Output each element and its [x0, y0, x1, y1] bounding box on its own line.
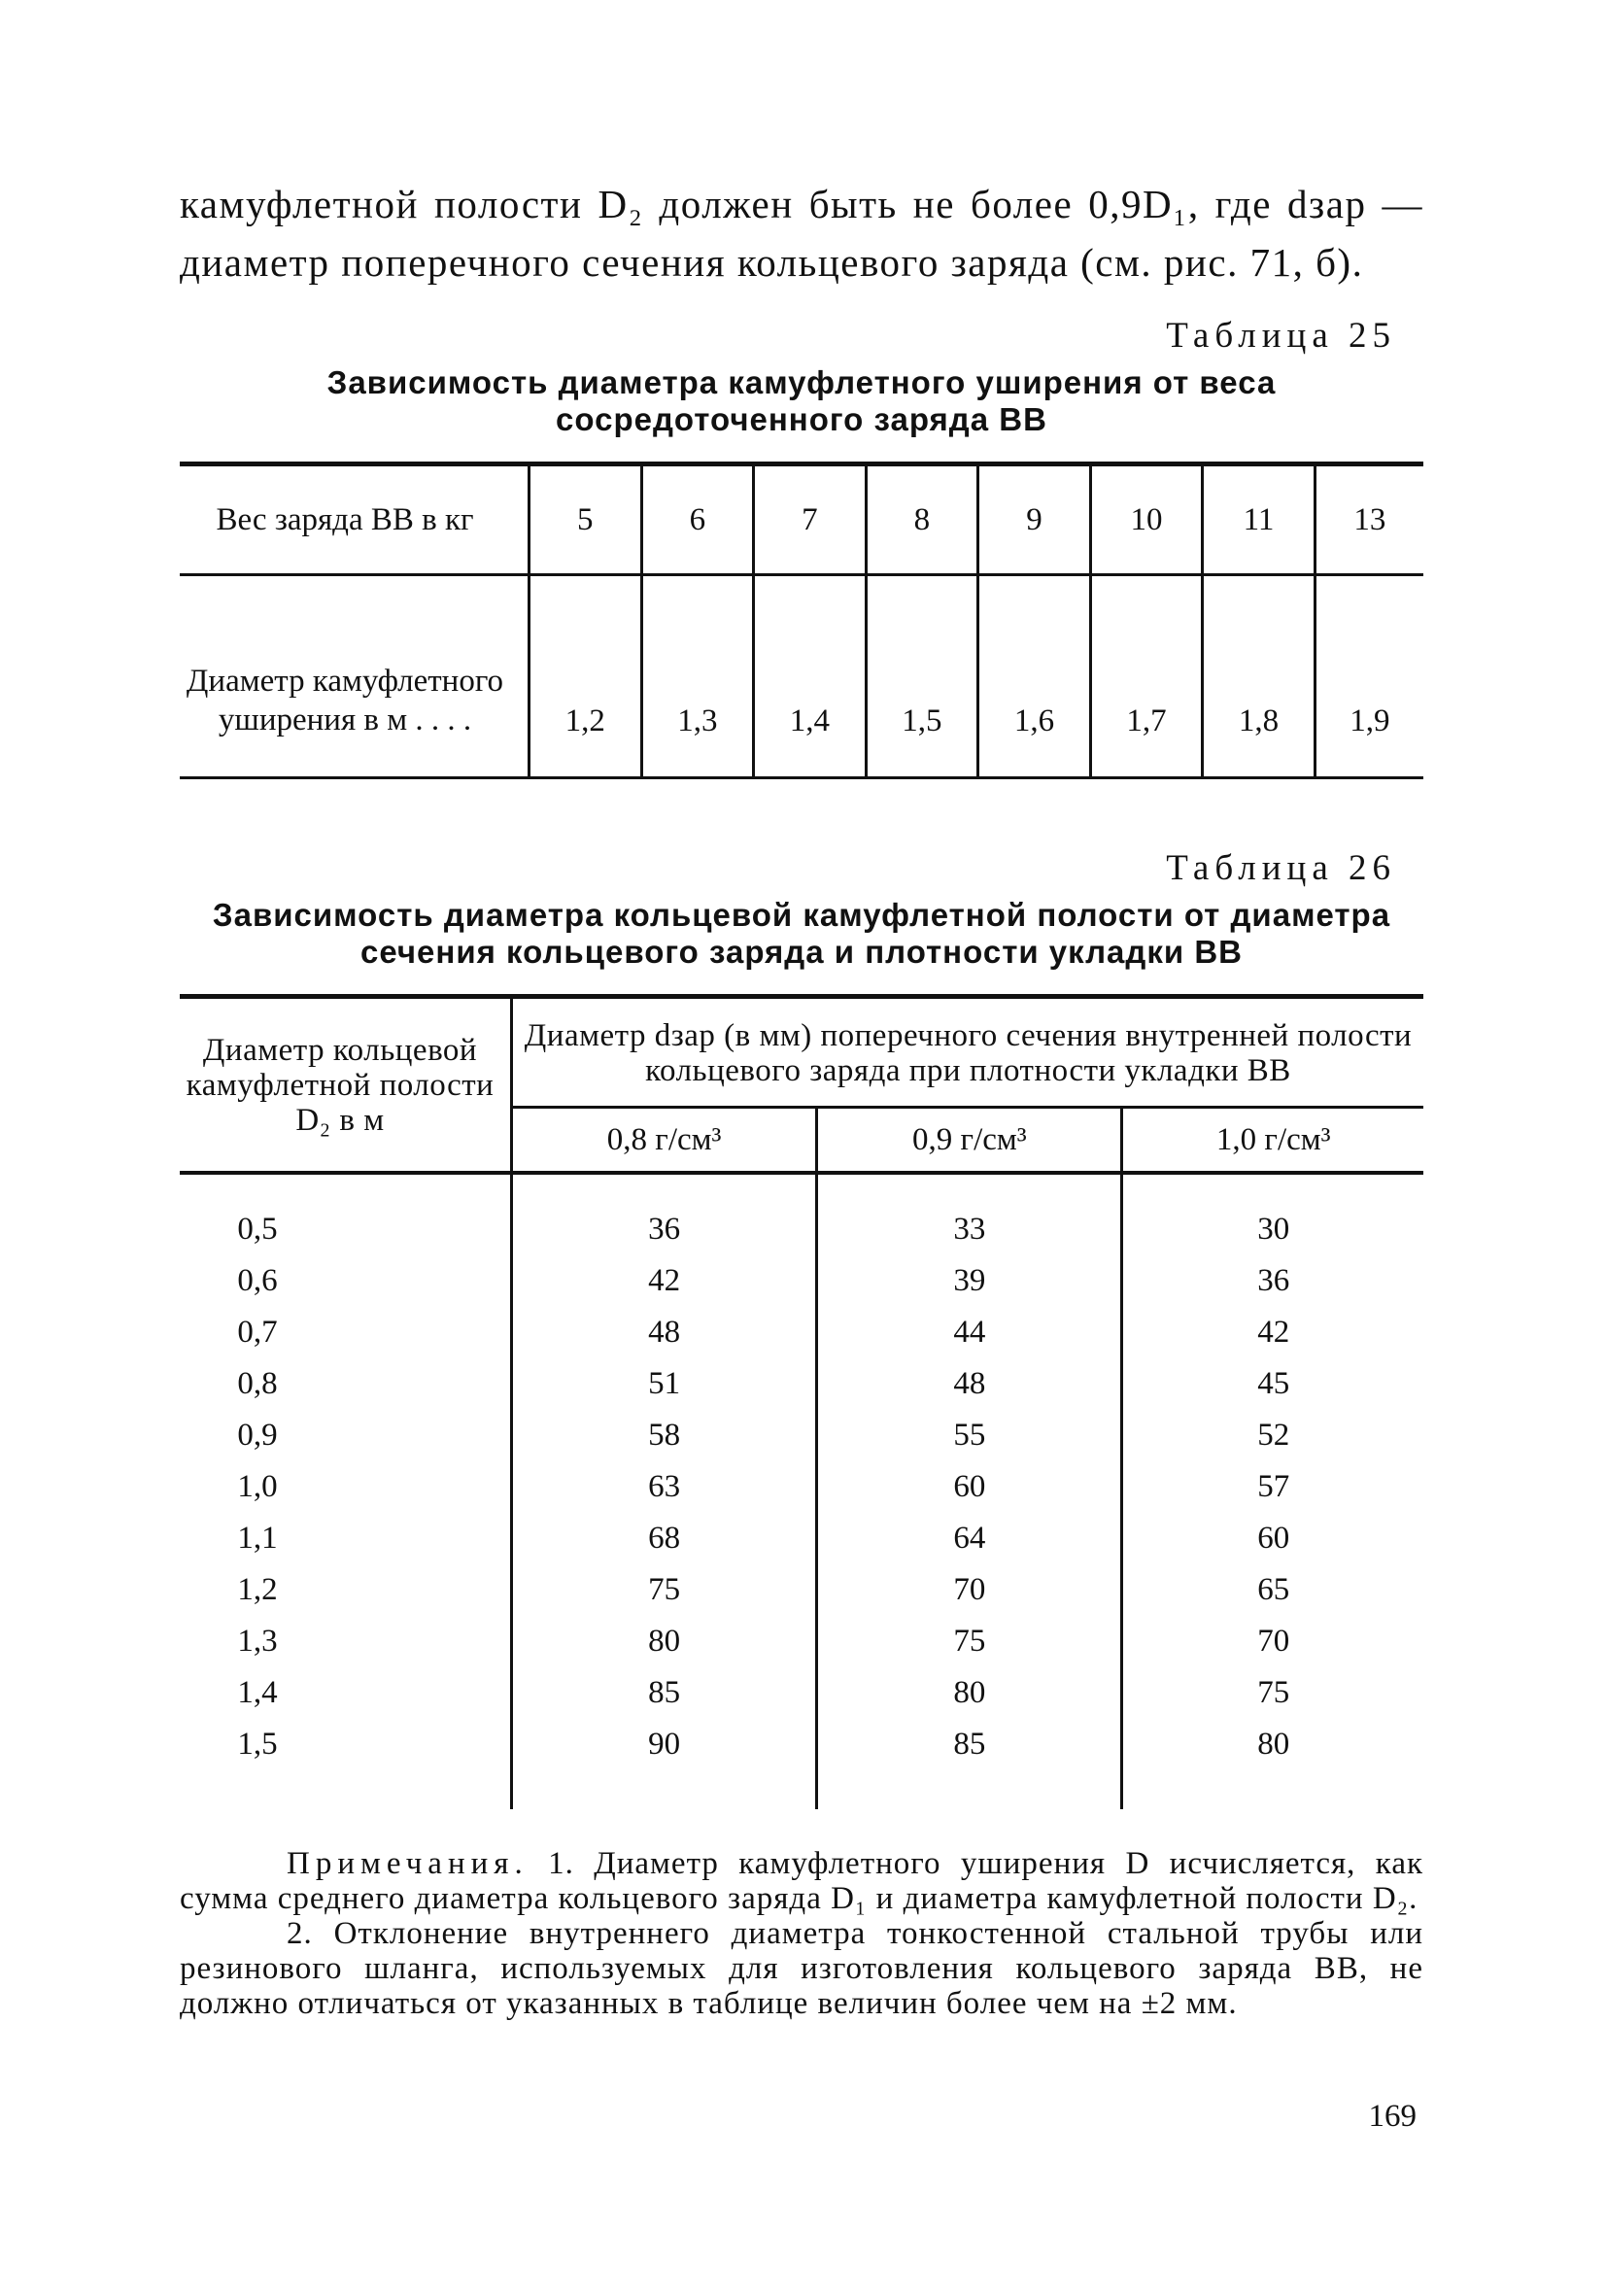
table26-cell: 36 — [648, 1212, 681, 1247]
table26-cell: 70 — [817, 1564, 1122, 1616]
table-row — [180, 1719, 1423, 1809]
table25-row2-label: Диаметр камуфлетного уширения в м . . . . — [186, 664, 504, 737]
table26-row-label: 1,4 — [180, 1667, 512, 1719]
table26-row-label: 0,6 — [180, 1255, 512, 1307]
table-row — [180, 1667, 1423, 1719]
table26-cell: 36 — [1122, 1255, 1423, 1307]
table26-cell: 48 — [817, 1358, 1122, 1410]
table25-cell: 5 — [530, 464, 642, 575]
table26-cell: 60 — [817, 1461, 1122, 1513]
table25-cell: 7 — [754, 464, 867, 575]
table-row — [180, 1513, 1423, 1564]
table25-row-diameter — [180, 575, 1423, 778]
table26-cell: 64 — [817, 1513, 1122, 1564]
table26-cell: 80 — [817, 1667, 1122, 1719]
note-1-text: 1. Диаметр камуфлетного уширения D исчисляется, как сумма среднего диаметра кольцевого заряда D₁ и диаметра камуфлетной полости D₂. — [180, 1846, 1424, 1916]
table25-cell: 1,2 — [530, 575, 642, 778]
table26-cell: 45 — [1122, 1358, 1423, 1410]
table26-cell: 85 — [817, 1719, 1122, 1809]
table26-row-label: 0,7 — [180, 1307, 512, 1358]
note-1 — [180, 1846, 1423, 1916]
table25-cell: 6 — [641, 464, 754, 575]
table26-density-header: 0,8 г/см³ — [512, 1108, 817, 1174]
table26-header-row — [180, 997, 1423, 1108]
table26-cell: 57 — [1122, 1461, 1423, 1513]
table-row — [180, 1173, 1423, 1255]
table26-row-label: 1,5 — [180, 1719, 512, 1809]
page-number: 169 — [1368, 2099, 1417, 2134]
table26-cell: 63 — [648, 1469, 681, 1504]
table25-cell: 11 — [1203, 464, 1316, 575]
table-row — [180, 1255, 1423, 1307]
table25-cell: 8 — [866, 464, 978, 575]
table26-cell: 42 — [1122, 1307, 1423, 1358]
table25-number: Таблица 25 — [1166, 316, 1396, 356]
table25-cell: 1,6 — [978, 575, 1091, 778]
table-row — [180, 1307, 1423, 1358]
table25-cell: 1,9 — [1315, 575, 1423, 778]
table26-span-header: Диаметр dзар (в мм) поперечного сечения внутренней полости кольцевого заряда при плотности укладки ВВ — [512, 997, 1424, 1108]
table26-cell: 44 — [817, 1307, 1122, 1358]
table26-cell: 51 — [648, 1366, 681, 1401]
table-row — [180, 1616, 1423, 1667]
table26-title: Зависимость диаметра кольцевой камуфлетной полости от диаметра сечения кольцевого заряда и плотности укладки ВВ — [212, 897, 1391, 970]
table26-cell: 33 — [817, 1173, 1122, 1255]
table26-cell: 70 — [1122, 1616, 1423, 1667]
table26-row-label: 1,2 — [180, 1564, 512, 1616]
note-2: 2. Отклонение внутреннего диаметра тонкостенной стальной трубы или резинового шланга, используемых для изготовления кольцевого заряда ВВ, не должно отличаться от указанных в таблице величин более чем на ±2 мм. — [180, 1916, 1423, 2021]
table26-cell: 75 — [817, 1616, 1122, 1667]
table25-cell: 1,8 — [1203, 575, 1316, 778]
table26-cell: 52 — [1122, 1410, 1423, 1461]
table26-body — [180, 1173, 1423, 1809]
table26-cell: 80 — [648, 1624, 681, 1659]
table26-cell: 39 — [817, 1255, 1122, 1307]
table25-title: Зависимость диаметра камуфлетного уширения от веса сосредоточенного заряда ВВ — [326, 364, 1277, 437]
table-row — [180, 1358, 1423, 1410]
table26-density-header: 0,9 г/см³ — [817, 1108, 1122, 1174]
table26-cell: 60 — [1122, 1513, 1423, 1564]
table-row — [180, 1461, 1423, 1513]
table25-cell: 10 — [1090, 464, 1203, 575]
table26-cell: 68 — [648, 1521, 681, 1556]
table26-col0-header: Диаметр кольцевой камуфлетной полости D₂ в м — [180, 997, 512, 1174]
table25-cell: 13 — [1315, 464, 1423, 575]
intro-paragraph: камуфлетной полости D₂ должен быть не более 0,9D₁, где dзар —диаметр поперечного сечения кольцевого заряда (см. рис. 71, б). — [180, 182, 1423, 285]
table26-cell: 55 — [817, 1410, 1122, 1461]
table25-cell: 1,4 — [754, 575, 867, 778]
table26-cell: 75 — [648, 1572, 681, 1607]
notes-label: Примечания. — [287, 1846, 529, 1881]
table26-row-label: 1,0 — [180, 1461, 512, 1513]
table25-cell: 1,7 — [1090, 575, 1203, 778]
table26-row-label: 0,9 — [180, 1410, 512, 1461]
table26-cell: 80 — [1122, 1719, 1423, 1809]
table-row — [180, 1564, 1423, 1616]
table26-number: Таблица 26 — [1166, 848, 1396, 888]
table26-cell: 42 — [648, 1263, 681, 1298]
table25-row1-label: Вес заряда ВВ в кг — [180, 464, 530, 575]
table26-row-label: 0,8 — [180, 1358, 512, 1410]
table25-cell: 1,3 — [641, 575, 754, 778]
table26-density-header: 1,0 г/см³ — [1122, 1108, 1423, 1174]
notes-block — [180, 1846, 1423, 2021]
table26 — [180, 994, 1423, 1809]
table-row — [180, 1410, 1423, 1461]
table26-row-label: 0,5 — [180, 1173, 512, 1255]
table25-cell: 9 — [978, 464, 1091, 575]
table26-cell: 58 — [648, 1418, 681, 1453]
table26-cell: 48 — [648, 1315, 681, 1350]
table26-cell: 90 — [648, 1727, 681, 1762]
table26-cell: 75 — [1122, 1667, 1423, 1719]
table25-cell: 1,5 — [866, 575, 978, 778]
table26-cell: 30 — [1122, 1173, 1423, 1255]
table26-cell: 65 — [1122, 1564, 1423, 1616]
table25 — [180, 462, 1423, 779]
table26-cell: 85 — [648, 1675, 681, 1710]
page-content — [180, 175, 1423, 2021]
table26-row-label: 1,1 — [180, 1513, 512, 1564]
table26-row-label: 1,3 — [180, 1616, 512, 1667]
table25-row-weight — [180, 464, 1423, 575]
